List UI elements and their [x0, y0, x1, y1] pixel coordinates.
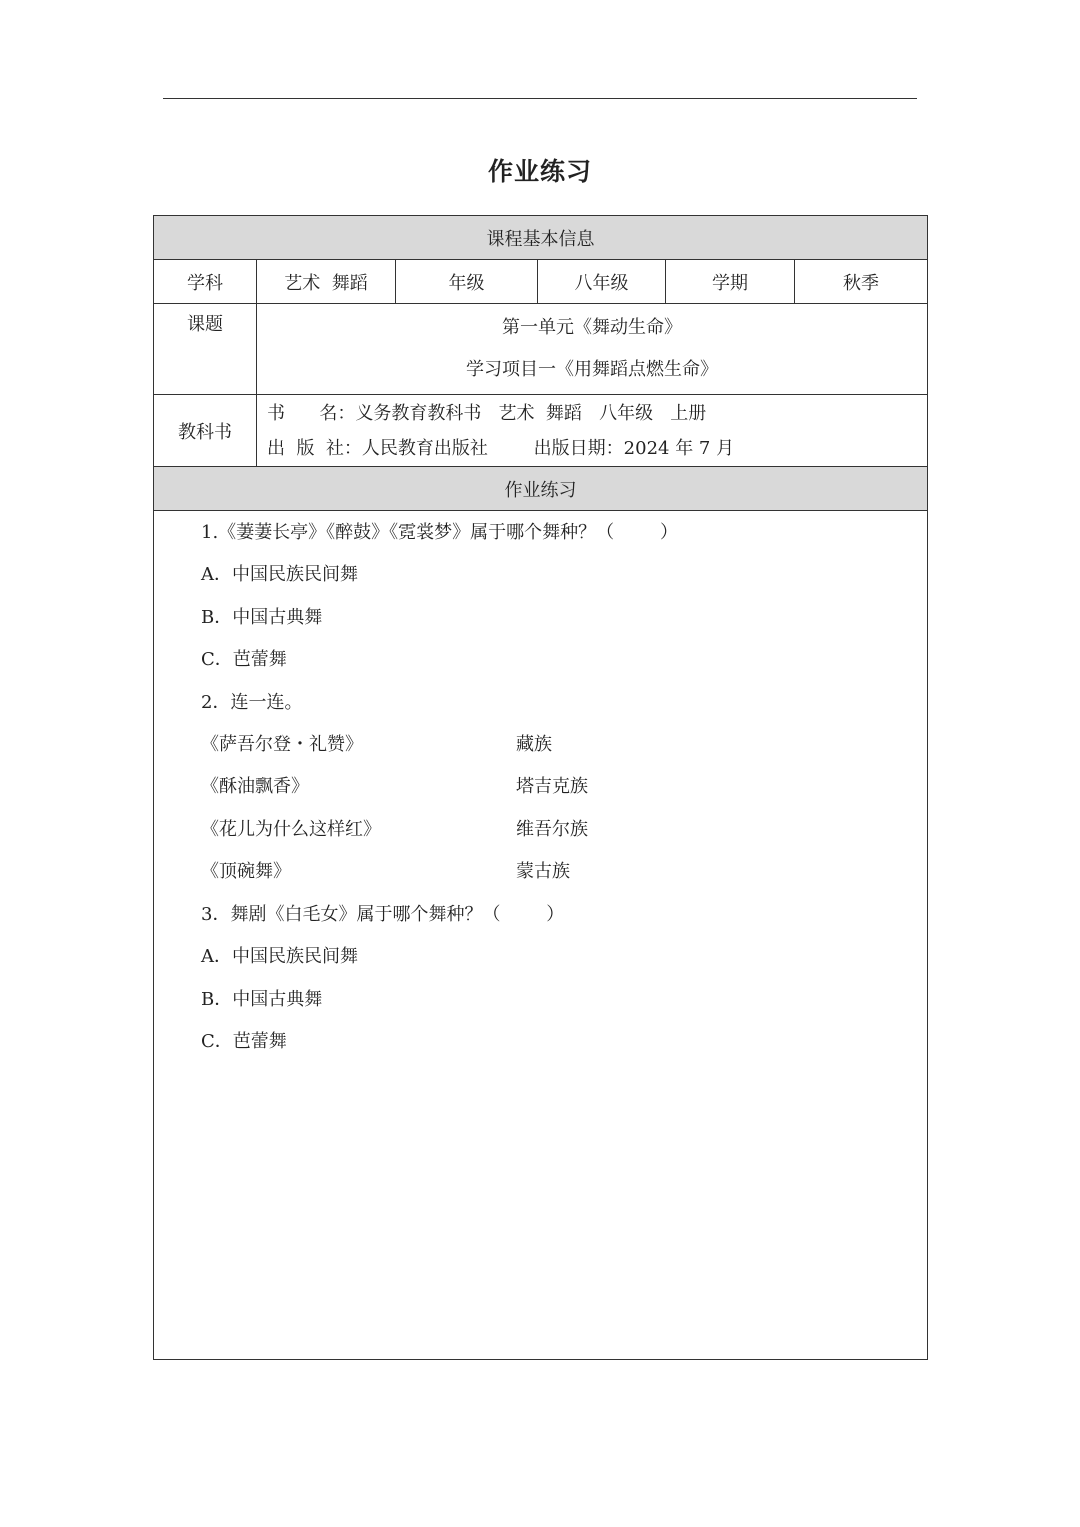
question-1: 1.《萋萋长亭》《醉鼓》《霓裳梦》属于哪个舞种？（ ） — [201, 522, 678, 543]
grade-label: 年级 — [396, 260, 538, 304]
match-right-item: 维吾尔族 — [516, 819, 588, 840]
question-3: 3．舞剧《白毛女》属于哪个舞种？（ ） — [201, 904, 565, 925]
topic-line-2: 学习项目一《用舞蹈点燃生命》 — [466, 359, 719, 380]
course-info-header: 课程基本信息 — [154, 216, 928, 260]
q1-option-c: C．芭蕾舞 — [201, 649, 287, 670]
textbook-label: 教科书 — [154, 395, 257, 467]
match-right-item: 藏族 — [516, 734, 552, 755]
worksheet-table — [153, 215, 928, 1360]
exercises-header: 作业练习 — [154, 467, 928, 511]
textbook-publisher-line: 出 版 社：人民教育出版社 出版日期：2024 年 7 月 — [267, 437, 735, 459]
topic-label: 课题 — [154, 304, 257, 395]
match-left-item: 《酥油飘香》 — [201, 776, 309, 797]
match-left-item: 《萨吾尔登・礼赞》 — [201, 734, 363, 755]
subject-value: 艺术 舞蹈 — [257, 260, 396, 304]
match-right-item: 蒙古族 — [516, 861, 570, 882]
grade-value: 八年级 — [538, 260, 666, 304]
q1-option-b: B．中国古典舞 — [201, 607, 323, 628]
q1-option-a: A．中国民族民间舞 — [201, 564, 358, 585]
match-right-item: 塔吉克族 — [516, 776, 588, 797]
term-value: 秋季 — [795, 260, 928, 304]
document-title: 作业练习 — [487, 157, 592, 186]
textbook-value — [257, 395, 928, 467]
match-left-item: 《顶碗舞》 — [201, 861, 291, 882]
match-left-item: 《花儿为什么这样红》 — [201, 819, 381, 840]
exercises-body — [154, 511, 928, 1360]
topic-value — [257, 304, 928, 395]
question-2: 2．连一连。 — [201, 692, 303, 713]
header-rule — [163, 98, 917, 99]
q3-option-b: B．中国古典舞 — [201, 989, 323, 1010]
term-label: 学期 — [666, 260, 795, 304]
topic-line-1: 第一单元《舞动生命》 — [502, 317, 683, 338]
textbook-name-line: 书 名：义务教育教科书 艺术 舞蹈 八年级 上册 — [267, 402, 707, 424]
q3-option-c: C．芭蕾舞 — [201, 1031, 287, 1052]
subject-label: 学科 — [154, 260, 257, 304]
q3-option-a: A．中国民族民间舞 — [201, 946, 358, 967]
